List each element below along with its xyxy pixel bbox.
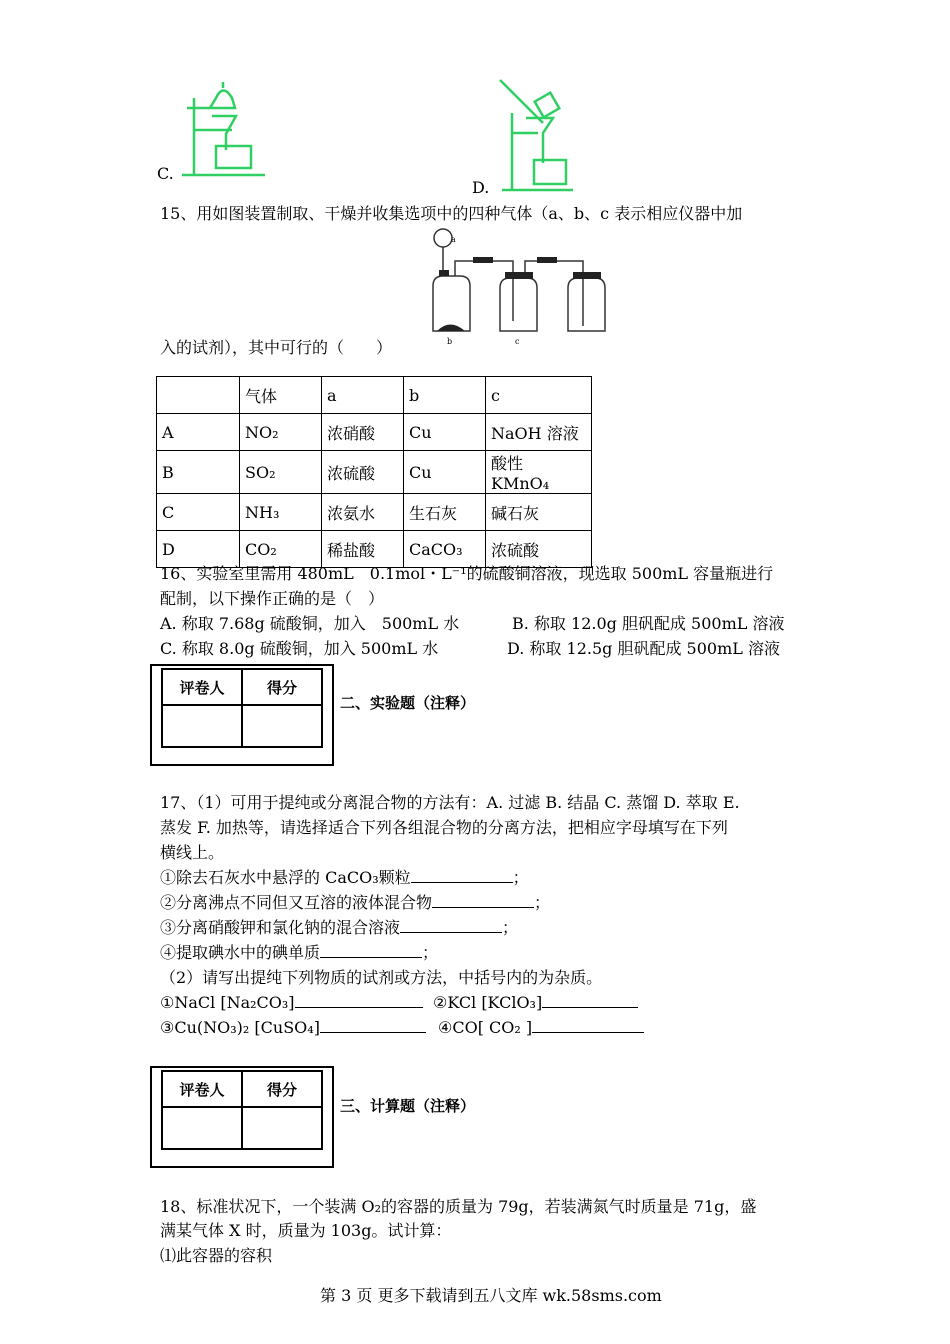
q16-option-c: C. 称取 8.0g 硫酸铜，加入 500mL 水 <box>160 639 439 658</box>
table-cell: 碱石灰 <box>486 494 592 531</box>
answer-blank[interactable] <box>532 1018 644 1033</box>
table-cell: NaOH 溶液 <box>486 414 592 451</box>
table-cell: B <box>157 451 240 494</box>
score-cell <box>242 1107 322 1149</box>
apparatus-d-figure <box>498 78 578 196</box>
q17-item-4 <box>160 943 438 963</box>
table-row <box>157 451 592 494</box>
option-d-label: D. <box>472 178 490 197</box>
q16-text-line2: 配制，以下操作正确的是（ ） <box>160 589 385 608</box>
q17-part2-text: （2）请写出提纯下列物质的试剂或方法，中括号内的为杂质。 <box>160 968 603 987</box>
table-cell: 浓硫酸 <box>322 451 404 494</box>
table-cell: 稀盐酸 <box>322 531 404 568</box>
q16-option-a: A. 称取 7.68g 硫酸铜，加入 500mL 水 <box>160 614 460 633</box>
q17-text-line1: 17、（1）可用于提纯或分离混合物的方法有：A. 过滤 B. 结晶 C. 蒸馏 D. 萃取 E. <box>160 793 740 812</box>
table-cell: 浓硝酸 <box>322 414 404 451</box>
table-cell: SO₂ <box>240 451 322 494</box>
section-2-heading: 二、实验题（注释） <box>340 694 476 712</box>
answer-blank[interactable] <box>400 918 502 933</box>
table-cell: CO₂ <box>240 531 322 568</box>
item-text: ①NaCl [Na₂CO₃] <box>160 993 295 1012</box>
q18-text-line1: 18、标准状况下，一个装满 O₂的容器的质量为 79g，若装满氮气时质量是 71g，盛 <box>160 1197 757 1216</box>
semicolon: ； <box>534 893 551 912</box>
q16-text-line1: 16、实验室里需用 480mL 0.1mol・L⁻¹的硫酸铜溶液，现选取 500mL 容量瓶进行 <box>160 564 774 583</box>
option-c-label: C. <box>157 164 174 183</box>
grader-label: 评卷人 <box>162 1071 242 1107</box>
grader-cell <box>162 705 242 747</box>
q17-text-line3: 横线上。 <box>160 843 225 862</box>
table-cell <box>157 377 240 414</box>
table-row <box>157 531 592 568</box>
table-row <box>157 494 592 531</box>
table-row <box>157 414 592 451</box>
table-cell: a <box>322 377 404 414</box>
answer-blank[interactable] <box>432 893 534 908</box>
q17-p2-item-1 <box>160 993 423 1013</box>
gas-apparatus-figure <box>425 226 610 348</box>
semicolon: ； <box>502 918 519 937</box>
fig-label-c: c <box>515 337 520 346</box>
semicolon: ； <box>512 868 529 887</box>
q16-option-d: D. 称取 12.5g 胆矾配成 500mL 溶液 <box>507 639 780 658</box>
table-cell: c <box>486 377 592 414</box>
table-cell: A <box>157 414 240 451</box>
table-cell: Cu <box>404 414 486 451</box>
section-3-heading: 三、计算题（注释） <box>340 1097 476 1115</box>
item-text: ②分离沸点不同但又互溶的液体混合物 <box>160 893 433 912</box>
item-text: ③分离硝酸钾和氯化钠的混合溶液 <box>160 918 401 937</box>
answer-blank[interactable] <box>411 868 513 883</box>
q15-options-table <box>156 376 592 568</box>
fig-label-b: b <box>447 337 453 346</box>
answer-blank[interactable] <box>295 993 423 1008</box>
answer-blank[interactable] <box>320 1018 426 1033</box>
grader-label: 评卷人 <box>162 669 242 705</box>
q17-p2-item-2 <box>433 993 638 1013</box>
item-text: ①除去石灰水中悬浮的 CaCO₃颗粒 <box>160 868 411 887</box>
table-cell: NH₃ <box>240 494 322 531</box>
q18-sub1: ⑴此容器的容积 <box>160 1246 273 1265</box>
table-cell: b <box>404 377 486 414</box>
q17-item-1 <box>160 868 529 888</box>
grader-cell <box>162 1107 242 1149</box>
apparatus-c-figure <box>180 78 270 183</box>
q15-text-line1: 15、用如图装置制取、干燥并收集选项中的四种气体（a、b、c 表示相应仪器中加 <box>160 204 743 223</box>
table-cell: CaCO₃ <box>404 531 486 568</box>
table-header-row <box>157 377 592 414</box>
table-cell: C <box>157 494 240 531</box>
semicolon: ； <box>422 943 439 962</box>
table-cell: NO₂ <box>240 414 322 451</box>
item-text: ④提取碘水中的碘单质 <box>160 943 321 962</box>
table-cell: 酸性 KMnO₄ <box>486 451 592 494</box>
q18-text-line2: 满某气体 X 时，质量为 103g。试计算： <box>160 1221 452 1240</box>
table-cell: 浓氨水 <box>322 494 404 531</box>
item-text: ④CO[ CO₂ ] <box>438 1018 533 1037</box>
score-box <box>150 1066 334 1168</box>
table-cell: D <box>157 531 240 568</box>
score-cell <box>242 705 322 747</box>
score-label: 得分 <box>242 669 322 705</box>
answer-blank[interactable] <box>320 943 422 958</box>
q15-text-line2: 入的试剂），其中可行的（ ） <box>160 338 393 357</box>
score-label: 得分 <box>242 1071 322 1107</box>
q17-p2-item-3 <box>160 1018 426 1038</box>
q17-item-3 <box>160 918 518 938</box>
fig-label-a: a <box>451 235 456 244</box>
answer-blank[interactable] <box>542 993 638 1008</box>
q16-option-b: B. 称取 12.0g 胆矾配成 500mL 溶液 <box>512 614 785 633</box>
table-cell: 生石灰 <box>404 494 486 531</box>
score-box <box>150 664 334 766</box>
item-text: ②KCl [KClO₃] <box>433 993 543 1012</box>
item-text: ③Cu(NO₃)₂ [CuSO₄] <box>160 1018 320 1037</box>
q17-item-2 <box>160 893 550 913</box>
page-footer: 第 3 页 更多下载请到五八文库 wk.58sms.com <box>320 1286 662 1305</box>
q17-p2-item-4 <box>438 1018 644 1038</box>
table-cell: 气体 <box>240 377 322 414</box>
q17-text-line2: 蒸发 F. 加热等，请选择适合下列各组混合物的分离方法，把相应字母填写在下列 <box>160 818 728 837</box>
table-cell: Cu <box>404 451 486 494</box>
table-cell: 浓硫酸 <box>486 531 592 568</box>
